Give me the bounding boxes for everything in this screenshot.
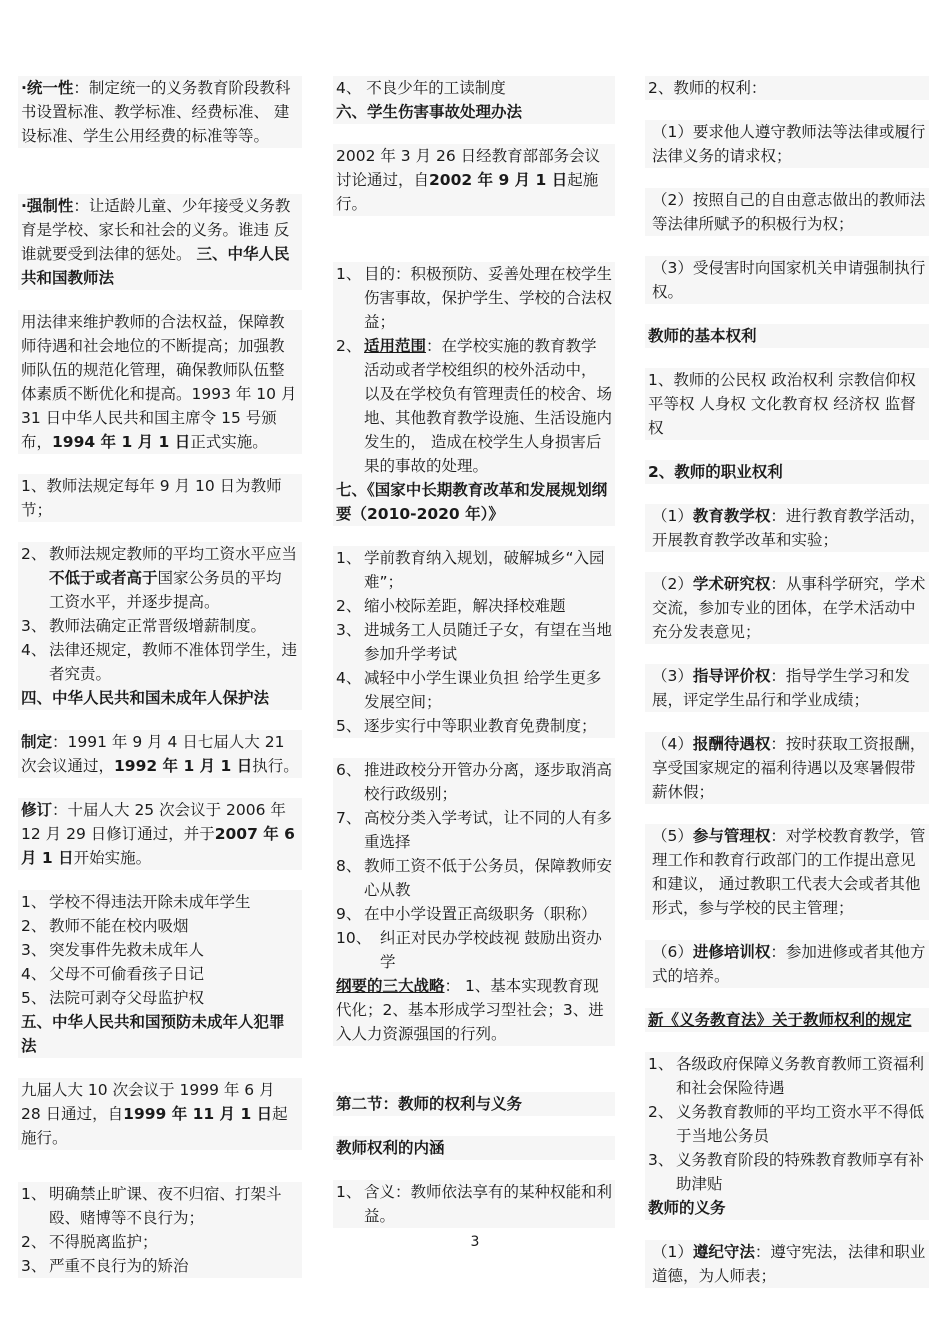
heading-new-compulsory-law: 新《义务教育法》关于教师权利的规定: [648, 1011, 912, 1029]
prof-right-item: （1）教育教学权：进行教育教学活动，开展教育教学改革和实验；: [645, 504, 929, 552]
list-item: 3、 教师法确定正常晋级增薪制度。: [21, 617, 267, 635]
list-new-law: [645, 1052, 929, 1220]
paragraph-teacher-law: [18, 310, 302, 454]
paragraph-revised: 修订：十届人大 25 次会议于 2006 年 12 月 29 日修订通过，并于2007 年 6 月 1 日开始实施。: [18, 798, 302, 870]
list-teacher-law: [18, 542, 302, 710]
page-number: 3: [470, 1234, 480, 1250]
basic-rights-heading-block: [645, 324, 929, 348]
heading-crime-prevention-law: 五、中华人民共和国预防未成年人犯罪法: [21, 1013, 285, 1055]
civil-rights-text: 1、教师的公民权 政治权利 宗教信仰权 平等权 人身权 文化教育权 经济权 监督权: [648, 371, 916, 437]
rights-heading: 2、教师的权利：: [648, 79, 767, 97]
section-six: [333, 76, 615, 124]
heading-student-injury: 六、学生伤害事故处理办法: [336, 103, 523, 121]
label-three-strategies: 纲要的三大战略: [336, 977, 445, 995]
paragraph-crime-prevention: 九届人大 10 次会议于 1999 年 6 月 28 日通过，自1999 年 11 月 1 日起施行。: [18, 1078, 302, 1150]
heading-teacher-law: 三、中华人民共和国教师法: [21, 245, 290, 287]
list-item: 5、 法院可剥夺父母监护权: [21, 989, 205, 1007]
heading-teacher-duties: 教师的义务: [648, 1199, 726, 1217]
list-item: 2、 不得脱离监护；: [21, 1233, 158, 1251]
list-item: 1、 各级政府保障义务教育教师工资福利和社会保险待遇: [648, 1055, 925, 1097]
duty-item: （1）遵纪守法：遵守宪法，法律和职业道德，为人师表；: [645, 1240, 929, 1288]
civil-rights-block: [645, 368, 929, 440]
paragraph-uniformity: [18, 76, 302, 148]
paragraph-compulsory: [18, 194, 302, 290]
label-compulsory: ·强制性: [21, 197, 74, 215]
paragraph-enacted: 制定：1991 年 9 月 4 日七届人大 21 次会议通过，1992 年 1 月 1 日执行。: [18, 730, 302, 778]
list-item: 4、 不良少年的工读制度: [336, 79, 506, 97]
text-compulsory: ：让适龄儿童、少年接受义务教育是学校、家长和社会的义务。谁违 反谁就要受到法律的惩处。: [21, 197, 291, 263]
list-plan-a: [333, 546, 615, 738]
heading-section-two: 第二节：教师的权利与义务: [336, 1095, 523, 1113]
column-left: [18, 76, 302, 1278]
list-item: 10、 纠正对民办学校歧视 鼓励出资办学: [336, 929, 602, 971]
list-item: 4、 减轻中小学生课业负担 给学生更多发展空间；: [336, 669, 602, 711]
list-item: 8、 教师工资不低于公务员，保障教师安心从教: [336, 857, 613, 899]
list-item: 4、 父母不可偷看孩子日记: [21, 965, 205, 983]
list-item: 1、 学前教育纳入规划，破解城乡“入园难”；: [336, 549, 605, 591]
heading-basic-rights: 教师的基本权利: [648, 327, 757, 345]
section-teacher-rights: [333, 1092, 615, 1116]
date-bold: 1994 年 1 月 1 日: [52, 433, 191, 451]
list-item: 1、 明确禁止旷课、夜不归宿、打架斗殴、赌博等不良行为；: [21, 1185, 282, 1227]
list-item: 7、 高校分类入学考试，让不同的人有多重选择: [336, 809, 613, 851]
heading-rights-meaning: 教师权利的内涵: [336, 1139, 445, 1157]
list-item: 2、 缩小校际差距，解决择校难题: [336, 597, 566, 615]
list-item: 5、 逐步实行中等职业教育免费制度；: [336, 717, 597, 735]
list-item: 9、 在中小学设置正高级职务（职称）: [336, 905, 597, 923]
list-item: 2、 教师法规定教师的平均工资水平应当不低于或者高于国家公务员的平均 工资水平，并逐步提高。: [21, 545, 298, 611]
list-item: 3、 进城务工人员随迁子女，有望在当地参加升学考试: [336, 621, 613, 663]
list-item: 2、 义务教育教师的平均工资水平不得低于当地公务员: [648, 1103, 925, 1145]
prof-right-item: （5）参与管理权：对学校教育教学，管理工作和教育行政部门的工作提出意见和建议， 通过教职工代表大会或者其他形式，参与学校的民主管理；: [645, 824, 929, 920]
list-minor-protection: [18, 890, 302, 1058]
rights-heading-block: [645, 76, 929, 100]
text: 正式实施。: [190, 433, 268, 451]
list-meaning: [333, 1180, 615, 1228]
list-item: 4、 法律还规定，教师不准体罚学生，违者究责。: [21, 641, 298, 683]
right-item: （3）受侵害时向国家机关申请强制执行权。: [645, 256, 929, 304]
right-item: （2）按照自己的自由意志做出的教师法等法律所赋予的积极行为权；: [645, 188, 929, 236]
list-item: 3、 突发事件先救未成年人: [21, 941, 205, 959]
list-item: 6、 推进政校分开管办分离，逐步取消高校行政级别；: [336, 761, 613, 803]
new-law-heading-block: [645, 1008, 929, 1032]
text: 用法律来维护教师的合法权益，保障教师待遇和社会地位的不断提高；加强教 师队伍的规范化管理，确保教师队伍整体素质不断优化和提高。1993 年 10 月 31 日中华人民共和国主席令 15 号颁布，: [21, 313, 297, 451]
prof-right-item: （2）学术研究权：从事科学研究，学术交流，参加专业的团体，在学术活动中充分发表意见；: [645, 572, 929, 644]
prof-right-item: （4）报酬待遇权：按时获取工资报酬，享受国家规定的福利待遇以及寒暑假带薪休假；: [645, 732, 929, 804]
list-item: 3、 严重不良行为的矫治: [21, 1257, 189, 1275]
column-middle: [333, 76, 615, 1228]
list-item: 1、 学校不得违法开除未成年学生: [21, 893, 251, 911]
subheading-block: [333, 1136, 615, 1160]
right-item: （1）要求他人遵守教师法等法律或履行法律义务的请求权；: [645, 120, 929, 168]
list-item: 1、教师法规定每年 9 月 10 日为教师节；: [18, 474, 302, 522]
list-item: 1、 含义：教师依法享有的某种权能和利益。: [336, 1183, 613, 1225]
prof-rights-heading-block: [645, 460, 929, 484]
heading-minor-protection-law: 四、中华人民共和国未成年人保护法: [21, 689, 270, 707]
list-plan-b: 6、 推进政校分开管办分离，逐步取消高校行政级别； 7、 高校分类入学考试，让不同的人有多重选择 8、 教师工资不低于公务员，保障教师安心从教 9、 在中小学设置正高级职务（职称） 10、 纠正对民办学校歧视 鼓励出资办学 纲要的三大战略： 1、基本实现教育现代化；2、基本形成学习型社会；3、进入人力资源强国的行列。: [333, 758, 615, 1046]
heading-education-plan: 七、《国家中长期教育改革和发展规划纲要（2010-2020 年）》: [336, 481, 608, 523]
prof-right-item: （3）指导评价权：指导学生学习和发展，评定学生品行和学业成绩；: [645, 664, 929, 712]
heading-professional-rights: 2、教师的职业权利: [648, 463, 783, 481]
list-item: 2、 适用范围：在学校实施的教育教学活动或者学校组织的校外活动中， 以及在学校负有管理责任的校舍、场地、其他教育教学设施、生活设施内发生的， 造成在校学生人身损害后果的事故的处理。: [336, 337, 613, 475]
label-uniformity: ·统一性: [21, 79, 74, 97]
list-student-injury: [333, 262, 615, 526]
list-item: 1、 目的：积极预防、妥善处理在校学生伤害事故，保护学生、学校的合法权益；: [336, 265, 613, 331]
list-item: 2、 教师不能在校内吸烟: [21, 917, 189, 935]
prof-right-item: （6）进修培训权：参加进修或者其他方式的培养。: [645, 940, 929, 988]
list-item: 3、 义务教育阶段的特殊教育教师享有补助津贴: [648, 1151, 925, 1193]
paragraph-student-injury: 2002 年 3 月 26 日经教育部部务会议讨论通过，自2002 年 9 月 1 日起施行。: [333, 144, 615, 216]
column-right: [645, 76, 929, 1288]
text-uniformity: ：制定统一的义务教育阶段教科书设置标准、教学标准、经费标准、 建设标准、学生公用经费的标准等等。: [21, 79, 291, 145]
